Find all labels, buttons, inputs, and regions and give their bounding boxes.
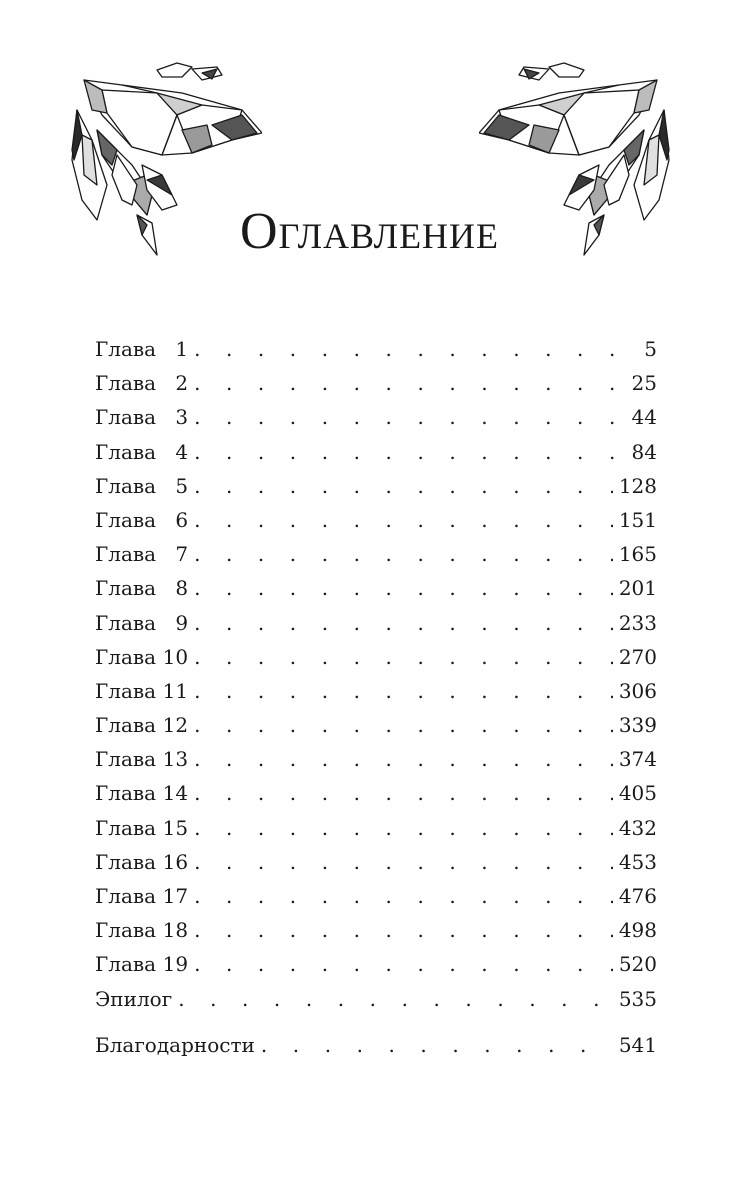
toc-entry[interactable] [95,503,657,537]
toc-entry-page: 541 [618,1032,657,1057]
toc-dot-leader [194,503,613,537]
toc-entry-label: Глава [95,713,157,738]
toc-entry[interactable] [95,366,657,400]
toc-entry-number: 12 [162,713,189,738]
toc-entry[interactable] [95,1028,657,1062]
toc-entry[interactable] [95,640,657,674]
toc-dot-leader [194,537,613,571]
toc-entry[interactable] [95,947,657,981]
toc-entry-number: 14 [162,781,189,806]
toc-dot-leader [194,332,615,366]
toc-entry[interactable] [95,332,657,366]
toc-dot-leader [194,811,613,845]
toc-entry-page: 5 [644,337,657,361]
toc-entry-page: 84 [631,439,657,464]
toc-dot-leader [194,435,615,469]
toc-entry-label: Глава [95,405,157,430]
toc-entry[interactable] [95,845,657,879]
toc-entry-label: Эпилог [95,986,173,1011]
toc-entry-title [95,366,188,400]
toc-entry-label: Глава [95,884,157,908]
toc-entry[interactable] [95,674,657,708]
toc-entry-number: 6 [175,507,189,532]
toc-entry-page: 453 [618,849,657,874]
toc-entry-number: 10 [162,644,189,669]
toc-entry-title [95,913,188,947]
toc-entry[interactable] [95,811,657,845]
toc-entry-label: Глава [95,371,157,396]
toc-entry-number: 13 [162,747,189,772]
toc-entry[interactable] [95,879,657,913]
toc-entry-label: Глава [95,747,157,772]
toc-entry-number: 8 [175,576,189,601]
toc-dot-leader [194,879,613,913]
toc-dot-leader [194,469,613,503]
toc-entry[interactable] [95,742,657,776]
toc-dot-leader [194,366,615,400]
toc-entry-title [95,1028,255,1062]
toc-entry-label: Глава [95,439,157,464]
toc-dot-leader [194,776,613,810]
toc-entry-page: 374 [618,747,657,772]
toc-entry-number: 2 [175,371,189,396]
toc-entry-page: 165 [618,542,657,567]
toc-entry-label: Глава [95,678,157,703]
toc-dot-leader [194,708,613,742]
toc-entry-title [95,332,188,366]
toc-entry-title [95,640,188,674]
toc-entry-title [95,742,188,776]
toc-entry-title [95,811,188,845]
toc-entry-title [95,879,188,913]
toc-entry-label: Глава [95,507,157,532]
toc-entry-title [95,537,188,571]
toc-entry-page: 44 [631,405,657,430]
toc-entry-label: Глава [95,644,157,669]
toc-entry-title [95,435,188,469]
toc-dot-leader [194,947,613,981]
toc-entry-label: Глава [95,610,157,635]
toc-entry-number: 15 [162,815,189,840]
toc-entry[interactable] [95,776,657,810]
toc-entry-page: 476 [618,884,657,908]
toc-entry-page: 498 [618,918,657,943]
table-of-contents [95,332,657,1062]
toc-entry-number: 16 [162,849,189,874]
toc-entry-title [95,469,188,503]
toc-dot-leader [194,674,613,708]
toc-entry-title [95,845,188,879]
toc-entry-number: 17 [162,884,189,908]
toc-entry[interactable] [95,435,657,469]
toc-entry-title [95,982,172,1016]
toc-entry-number: 4 [175,439,189,464]
toc-entry-title [95,400,188,434]
toc-entry-label: Глава [95,576,157,601]
toc-entry-number: 11 [162,678,189,703]
toc-entry-title [95,776,188,810]
toc-entry-number: 1 [175,337,189,361]
toc-entry-number: 9 [175,610,189,635]
toc-entry-page: 128 [618,473,657,498]
toc-entry-title [95,674,188,708]
toc-entry-label: Глава [95,473,157,498]
toc-entry-number: 7 [175,542,189,567]
toc-entry-label: Глава [95,337,157,361]
toc-entry-title [95,571,188,605]
toc-entry-page: 151 [618,507,657,532]
toc-entry-label: Глава [95,918,157,943]
toc-entry-number: 18 [162,918,189,943]
toc-entry[interactable] [95,400,657,434]
toc-entry-page: 339 [618,713,657,738]
toc-entry-title [95,503,188,537]
toc-entry-label: Глава [95,815,157,840]
toc-entry-page: 25 [631,371,657,396]
toc-dot-leader [194,845,613,879]
toc-dot-leader [178,982,613,1016]
page-title: Оглавление [239,203,500,260]
toc-entry[interactable] [95,606,657,640]
toc-entry-title [95,606,188,640]
toc-entry-page: 201 [618,576,657,601]
toc-entry-label: Глава [95,542,157,567]
toc-entry[interactable] [95,537,657,571]
toc-entry-label: Глава [95,781,157,806]
toc-dot-leader [194,742,613,776]
toc-entry[interactable] [95,708,657,742]
toc-entry-page: 520 [618,952,657,977]
toc-entry-page: 405 [618,781,657,806]
toc-entry-title [95,947,188,981]
toc-entry-page: 535 [618,986,657,1011]
toc-entry-label: Глава [95,952,157,977]
toc-entry-label: Благодарности [95,1032,255,1057]
toc-entry-page: 233 [618,610,657,635]
toc-dot-leader [194,913,613,947]
toc-dot-leader [261,1028,613,1062]
toc-entry[interactable] [95,913,657,947]
toc-entry-page: 270 [618,644,657,669]
toc-dot-leader [194,606,613,640]
toc-dot-leader [194,571,613,605]
toc-entry[interactable] [95,571,657,605]
toc-entry-number: 3 [175,405,189,430]
toc-entry-number: 19 [162,952,189,977]
toc-entry[interactable] [95,469,657,503]
toc-dot-leader [194,400,615,434]
toc-entry-page: 306 [618,678,657,703]
toc-entry[interactable] [95,982,657,1016]
toc-entry-page: 432 [618,815,657,840]
toc-entry-number: 5 [175,473,189,498]
toc-dot-leader [194,640,613,674]
toc-entry-label: Глава [95,849,157,874]
toc-entry-title [95,708,188,742]
